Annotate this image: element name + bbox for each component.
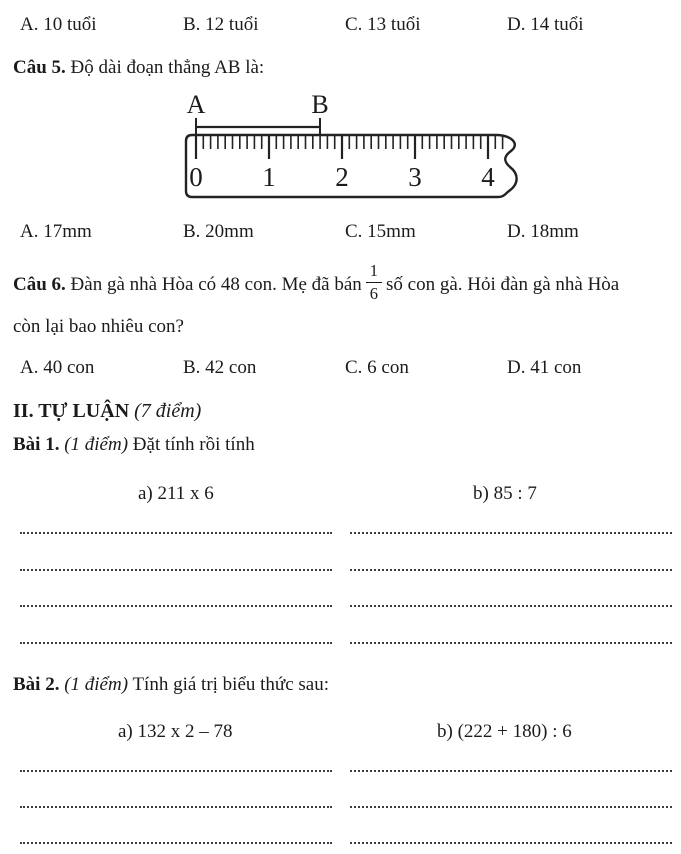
answer-dotted-line (20, 605, 332, 607)
answer-dotted-line (20, 642, 332, 644)
ruler-tick-label: 3 (408, 162, 422, 192)
bai2-item-b: b) (222 + 180) : 6 (437, 721, 572, 742)
answer-dotted-line (350, 569, 672, 571)
answer-dotted-line (350, 770, 672, 772)
q6-option-c: C. 6 con (345, 357, 409, 378)
fraction-numerator: 1 (366, 263, 382, 283)
answer-dotted-line (350, 842, 672, 844)
ruler-tick-label: 4 (481, 162, 495, 192)
answer-dotted-line (20, 532, 332, 534)
cau6-line2: còn lại bao nhiêu con? (13, 316, 184, 337)
q5-options-row (0, 221, 681, 247)
section2-title: II. TỰ LUẬN (13, 400, 130, 422)
q6-option-d: D. 41 con (507, 357, 582, 378)
cau6-text-before: Đàn gà nhà Hòa có 48 con. Mẹ đã bán (65, 273, 362, 295)
cau6-label: Câu 6. (13, 273, 66, 295)
bai1-points: (1 điểm) (59, 434, 129, 455)
q5-option-b: B. 20mm (183, 221, 254, 242)
q5-option-a: A. 17mm (20, 221, 92, 242)
answer-dotted-line (20, 842, 332, 844)
answer-dotted-line (350, 532, 672, 534)
cau6-text-after: số con gà. Hỏi đàn gà nhà Hòa (386, 273, 620, 295)
q5-option-c: C. 15mm (345, 221, 416, 242)
q5-option-d: D. 18mm (507, 221, 579, 242)
answer-dotted-line (20, 569, 332, 571)
answer-dotted-line (350, 605, 672, 607)
ruler-body (186, 135, 517, 197)
point-b-label: B (311, 92, 329, 119)
bai1-heading (13, 433, 255, 457)
point-a-label: A (186, 92, 206, 119)
bai2-label: Bài 2. (13, 674, 60, 695)
bai1-label: Bài 1. (13, 434, 60, 455)
ruler-tick-label: 0 (189, 162, 203, 192)
section2-heading (13, 399, 201, 423)
answer-dotted-line (20, 770, 332, 772)
fraction-one-sixth (366, 263, 382, 302)
ruler-figure (148, 92, 528, 210)
bai2-text: Tính giá trị biểu thức sau: (128, 674, 330, 695)
bai1-text: Đặt tính rồi tính (128, 434, 255, 455)
bai2-item-a: a) 132 x 2 – 78 (118, 721, 233, 742)
q4-option-d: D. 14 tuổi (507, 14, 584, 35)
bai1-item-a: a) 211 x 6 (138, 483, 214, 504)
answer-dotted-line (20, 806, 332, 808)
q4-option-a: A. 10 tuổi (20, 14, 97, 35)
q6-option-b: B. 42 con (183, 357, 257, 378)
q4-option-c: C. 13 tuổi (345, 14, 421, 35)
section2-points: (7 điểm) (129, 400, 202, 422)
q6-option-a: A. 40 con (20, 357, 95, 378)
bai2-items-row (0, 721, 681, 747)
q4-option-b: B. 12 tuổi (183, 14, 259, 35)
cau5-heading (13, 56, 264, 80)
ruler-tick-label: 1 (262, 162, 276, 192)
bai2-heading (13, 673, 329, 697)
q4-options-row (0, 14, 681, 40)
bai2-points: (1 điểm) (59, 674, 129, 695)
q6-options-row (0, 357, 681, 383)
cau5-text: Độ dài đoạn thẳng AB là: (65, 57, 265, 78)
cau6-line1 (13, 261, 620, 305)
bai1-items-row (0, 483, 681, 509)
answer-dotted-line (350, 642, 672, 644)
answer-dotted-line (350, 806, 672, 808)
cau5-label: Câu 5. (13, 57, 66, 78)
fraction-denominator: 6 (369, 283, 379, 303)
bai1-item-b: b) 85 : 7 (473, 483, 537, 504)
ruler-tick-label: 2 (335, 162, 349, 192)
